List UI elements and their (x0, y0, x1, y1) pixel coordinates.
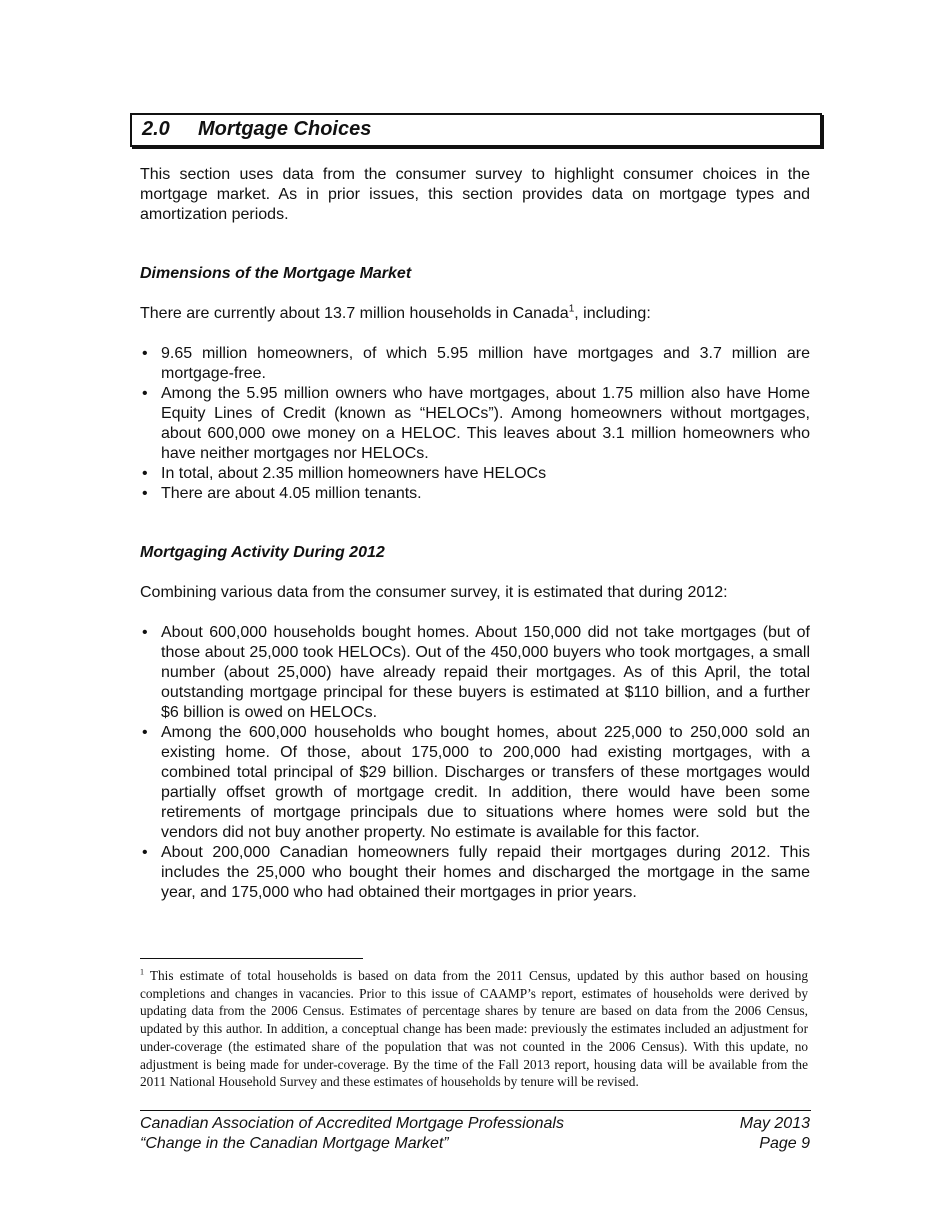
footnote-marker: 1 (140, 967, 144, 977)
list-item-text: There are about 4.05 million tenants. (161, 485, 422, 502)
footnote-separator (140, 958, 363, 959)
page-number: Page 9 (759, 1135, 810, 1152)
activity-heading: Mortgaging Activity During 2012 (140, 544, 385, 561)
list-item (140, 843, 810, 903)
footer-right (640, 1114, 810, 1154)
footnote-text: This estimate of total households is based on data from the 2011 Census, updated by this author based on housing completions and changes in vacancies. Prior to this issue of CAAMP’s report, estimates of households were derived by updating data from the 2006 Census. Estimates of percentage shares by tenure are based on data from the 2006 Census, updated by this author. In addition, a conceptual change has been made: previously the estimates included an adjustment for under-coverage (the estimated share of the population that was not counted in the 2006 Census). With this update, no adjustment is being made for under-coverage. By the time of the Fall 2013 report, housing data will be available from the 2011 National Household Survey and these estimates of households by tenure will be revised. (140, 968, 808, 1090)
bullet-icon: • (142, 624, 148, 641)
section-header-box (130, 113, 822, 147)
list-item-text: Among the 600,000 households who bought homes, about 225,000 to 250,000 sold an existing home. Of those, about 175,000 to 200,000 had existing mortgages, with a combined total principal of $29 billion. Discharges or transfers of these mortgages would partially offset growth of mortgage credit. In addition, there would have been some retirements of mortgage principals due to situations where homes were sold but the vendors did not buy another property. No estimate is available for this factor. (161, 724, 810, 841)
list-item (140, 623, 810, 723)
list-item (140, 384, 810, 464)
list-item (140, 484, 810, 504)
footer-left (140, 1114, 564, 1154)
footer-date: May 2013 (739, 1115, 810, 1132)
dimensions-lead-text: There are currently about 13.7 million households in Canada (140, 305, 569, 322)
footnote (140, 967, 808, 1091)
section-title (142, 118, 371, 141)
list-item (140, 464, 810, 484)
list-item (140, 344, 810, 384)
list-item (140, 723, 810, 843)
dimensions-lead-tail: , including: (574, 305, 651, 322)
list-item-text: Among the 5.95 million owners who have mortgages, about 1.75 million also have Home Equity Lines of Credit (known as “HELOCs”). Among homeowners without mortgages, about 600,000 owe money on a HELOC. This leaves about 3.1 million homeowners who have neither mortgages nor HELOCs. (161, 385, 810, 462)
bullet-icon: • (142, 724, 148, 741)
bullet-icon: • (142, 345, 148, 362)
footer-org: Canadian Association of Accredited Mortgage Professionals (140, 1115, 564, 1132)
section-number: 2.0 (142, 118, 170, 140)
list-item-text: 9.65 million homeowners, of which 5.95 million have mortgages and 3.7 million are mortgage-free. (161, 345, 810, 382)
list-item-text: About 200,000 Canadian homeowners fully repaid their mortgages during 2012. This includes the 25,000 who bought their homes and discharged the mortgage in the same year, and 175,000 who had obtained their mortgages in prior years. (161, 844, 810, 901)
section-title-text: Mortgage Choices (198, 118, 372, 140)
bullet-icon: • (142, 485, 148, 502)
list-item-text: About 600,000 households bought homes. About 150,000 did not take mortgages (but of those about 25,000 took HELOCs). Out of the 450,000 buyers who took mortgages, a small number (about 25,000) have already repaid their mortgages. As of this April, the total outstanding mortgage principal for these buyers is estimated at $110 billion, and a further $6 billion is owed on HELOCs. (161, 624, 810, 721)
activity-list (140, 623, 810, 903)
dimensions-list (140, 344, 810, 504)
footnote-ref[interactable]: 1 (568, 303, 575, 315)
intro-paragraph: This section uses data from the consumer survey to highlight consumer choices in the mortgage market. As in prior issues, this section provides data on mortgage types and amortization periods. (140, 166, 810, 223)
bullet-icon: • (142, 385, 148, 402)
footer-report-title: “Change in the Canadian Mortgage Market” (140, 1135, 449, 1152)
list-item-text: In total, about 2.35 million homeowners have HELOCs (161, 465, 547, 482)
activity-lead: Combining various data from the consumer survey, it is estimated that during 2012: (140, 584, 728, 601)
bullet-icon: • (142, 844, 148, 861)
dimensions-heading: Dimensions of the Mortgage Market (140, 265, 412, 282)
dimensions-lead (140, 304, 810, 324)
bullet-icon: • (142, 465, 148, 482)
footer-divider (140, 1110, 811, 1111)
